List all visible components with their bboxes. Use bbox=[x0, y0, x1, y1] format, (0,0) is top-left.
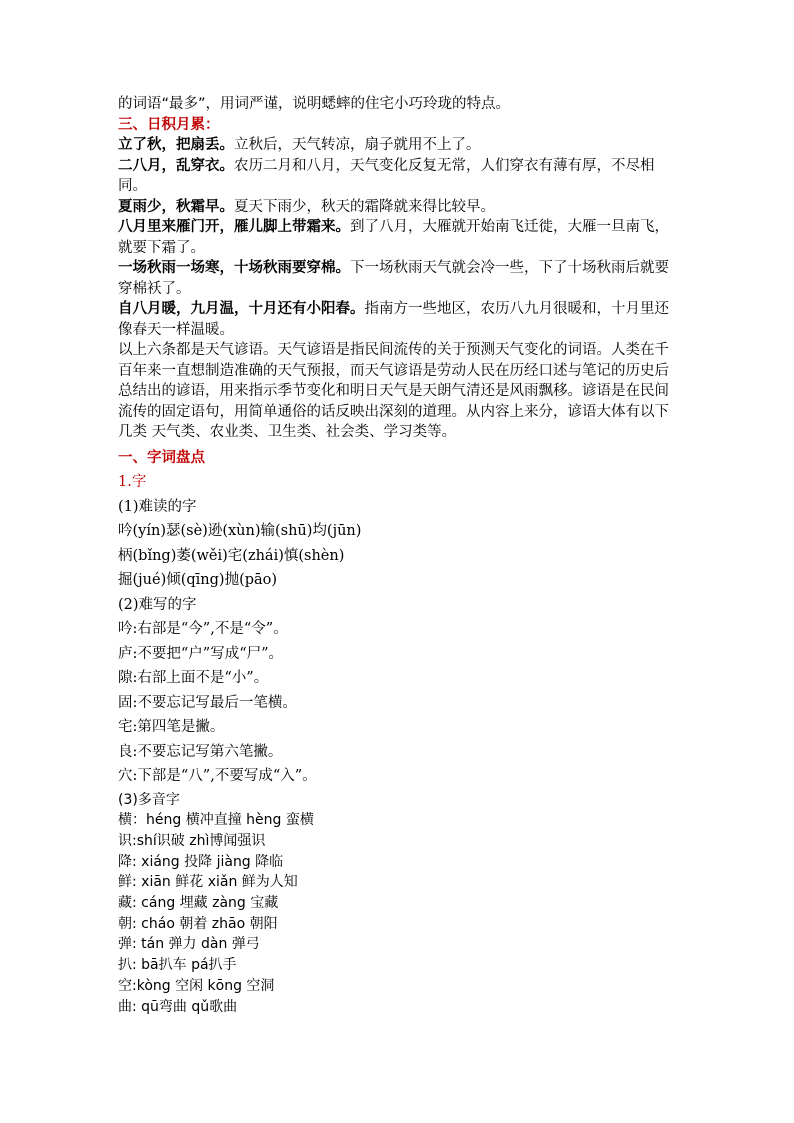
polyphone-line: 曲: qū弯曲 qǔ歌曲 bbox=[118, 998, 238, 1015]
hard-write-line: 良:不要忘记写第六笔撇。 bbox=[118, 743, 283, 760]
hard-write-line: 吟:右部是“今”,不是“令”。 bbox=[118, 621, 288, 637]
hard-write-line: 庐:不要把“户”写成“尸”。 bbox=[118, 645, 284, 662]
proverb-bold: 自八月暖，九月温，十月还有小阳春。 bbox=[118, 301, 365, 317]
proverb-bold: 二八月，乱穿衣。 bbox=[118, 157, 234, 174]
proverb-list bbox=[118, 135, 678, 340]
proverb-item bbox=[118, 135, 678, 156]
proverb-item bbox=[118, 258, 678, 299]
proverb-text: 农历二月和八月，天气变化反复无常，人们穿衣有薄有厚，不尽相同。 bbox=[118, 157, 655, 194]
hard-read-title: (1)难读的字 bbox=[118, 498, 197, 515]
polyphone-line: 朝: cháo 朝着 zhāo 朝阳 bbox=[118, 915, 278, 932]
proverb-text: 下一场秋雨天气就会冷一些，下了十场秋雨后就要穿棉袄了。 bbox=[118, 260, 669, 297]
hard-read-line: 掘(jué)倾(qīng)抛(pāo) bbox=[118, 572, 278, 588]
proverb-text: 立秋后，天气转凉，扇子就用不上了。 bbox=[234, 137, 481, 153]
polyphone-line: 藏: cáng 埋藏 zàng 宝藏 bbox=[118, 895, 279, 912]
proverb-text: 夏天下雨少，秋天的霜降就来得比较早。 bbox=[234, 198, 495, 215]
document-page bbox=[118, 94, 678, 1017]
top-line: 的词语“最多”，用词严谨，说明蟋蟀的住宅小巧玲珑的特点。 bbox=[118, 96, 511, 112]
proverb-item bbox=[118, 197, 678, 218]
summary-paragraph: 以上六条都是天气谚语。天气谚语是指民间流传的关于预测天气变化的词语。人类在千百年来一直想制造准确的天气预报，而天气谚语是劳动人民在历经口述与笔记的历史后总结出的谚语，用来指示季节变化和明日天气是天朗气清还是风雨飘移。谚语是在民间流传的固定语句，用简单通俗的话反映出深刻的道理。从内容上来分，谚语大体有以下几类 天气类、农业类、卫生类、社会类、学习类等。 bbox=[118, 342, 669, 440]
proverb-item bbox=[118, 299, 678, 340]
polyphone-line: 扒: bā扒车 pá扒手 bbox=[118, 957, 237, 974]
polyphone-line: 识:shí识破 zhì博闻强识 bbox=[118, 832, 266, 849]
proverb-bold: 立了秋，把扇丢。 bbox=[118, 137, 234, 153]
section1-title: 一、字词盘点 bbox=[118, 449, 205, 466]
proverb-bold: 夏雨少，秋霜早。 bbox=[118, 198, 234, 215]
proverb-text: 指南方一些地区，农历八九月很暖和，十月里还像春天一样温暖。 bbox=[118, 301, 669, 338]
hard-write-line: 隙:右部上面不是“小”。 bbox=[118, 670, 269, 686]
section3-title: 三、日积月累： bbox=[118, 116, 220, 133]
hard-write-line: 固:不要忘记写最后一笔横。 bbox=[118, 694, 297, 711]
hard-read-line: 吟(yín)瑟(sè)逊(xùn)输(shū)均(jūn) bbox=[118, 523, 362, 539]
proverb-item bbox=[118, 156, 678, 197]
polyphone-line: 空:kòng 空闲 kōng 空洞 bbox=[118, 977, 275, 994]
hard-write-line: 宅:第四笔是撇。 bbox=[118, 719, 225, 735]
proverb-bold: 八月里来雁门开，雁儿脚上带霜来。 bbox=[118, 219, 350, 235]
polyphone-line: 降: xiáng 投降 jiàng 降临 bbox=[118, 853, 284, 870]
hard-write-title: (2)难写的字 bbox=[118, 596, 197, 613]
polyphone-line: 横：héng 横冲直撞 hèng 蛮横 bbox=[118, 812, 314, 829]
proverb-text: 到了八月，大雁就开始南飞迁徙，大雁一旦南飞，就要下霜了。 bbox=[118, 219, 669, 256]
hard-read-line: 柄(bǐng)萎(wěi)宅(zhái)慎(shèn) bbox=[118, 547, 345, 564]
proverb-bold: 一场秋雨一场寒，十场秋雨要穿棉。 bbox=[118, 260, 350, 276]
polyphone-title: (3)多音字 bbox=[118, 791, 180, 808]
polyphone-line: 弹: tán 弹力 dàn 弹弓 bbox=[118, 936, 260, 953]
polyphone-line: 鲜: xiān 鲜花 xiǎn 鲜为人知 bbox=[118, 874, 298, 891]
hard-write-line: 穴:下部是“八”,不要写成“入”。 bbox=[118, 768, 317, 784]
proverb-item bbox=[118, 217, 678, 258]
sub1-title: 1.字 bbox=[118, 474, 147, 490]
